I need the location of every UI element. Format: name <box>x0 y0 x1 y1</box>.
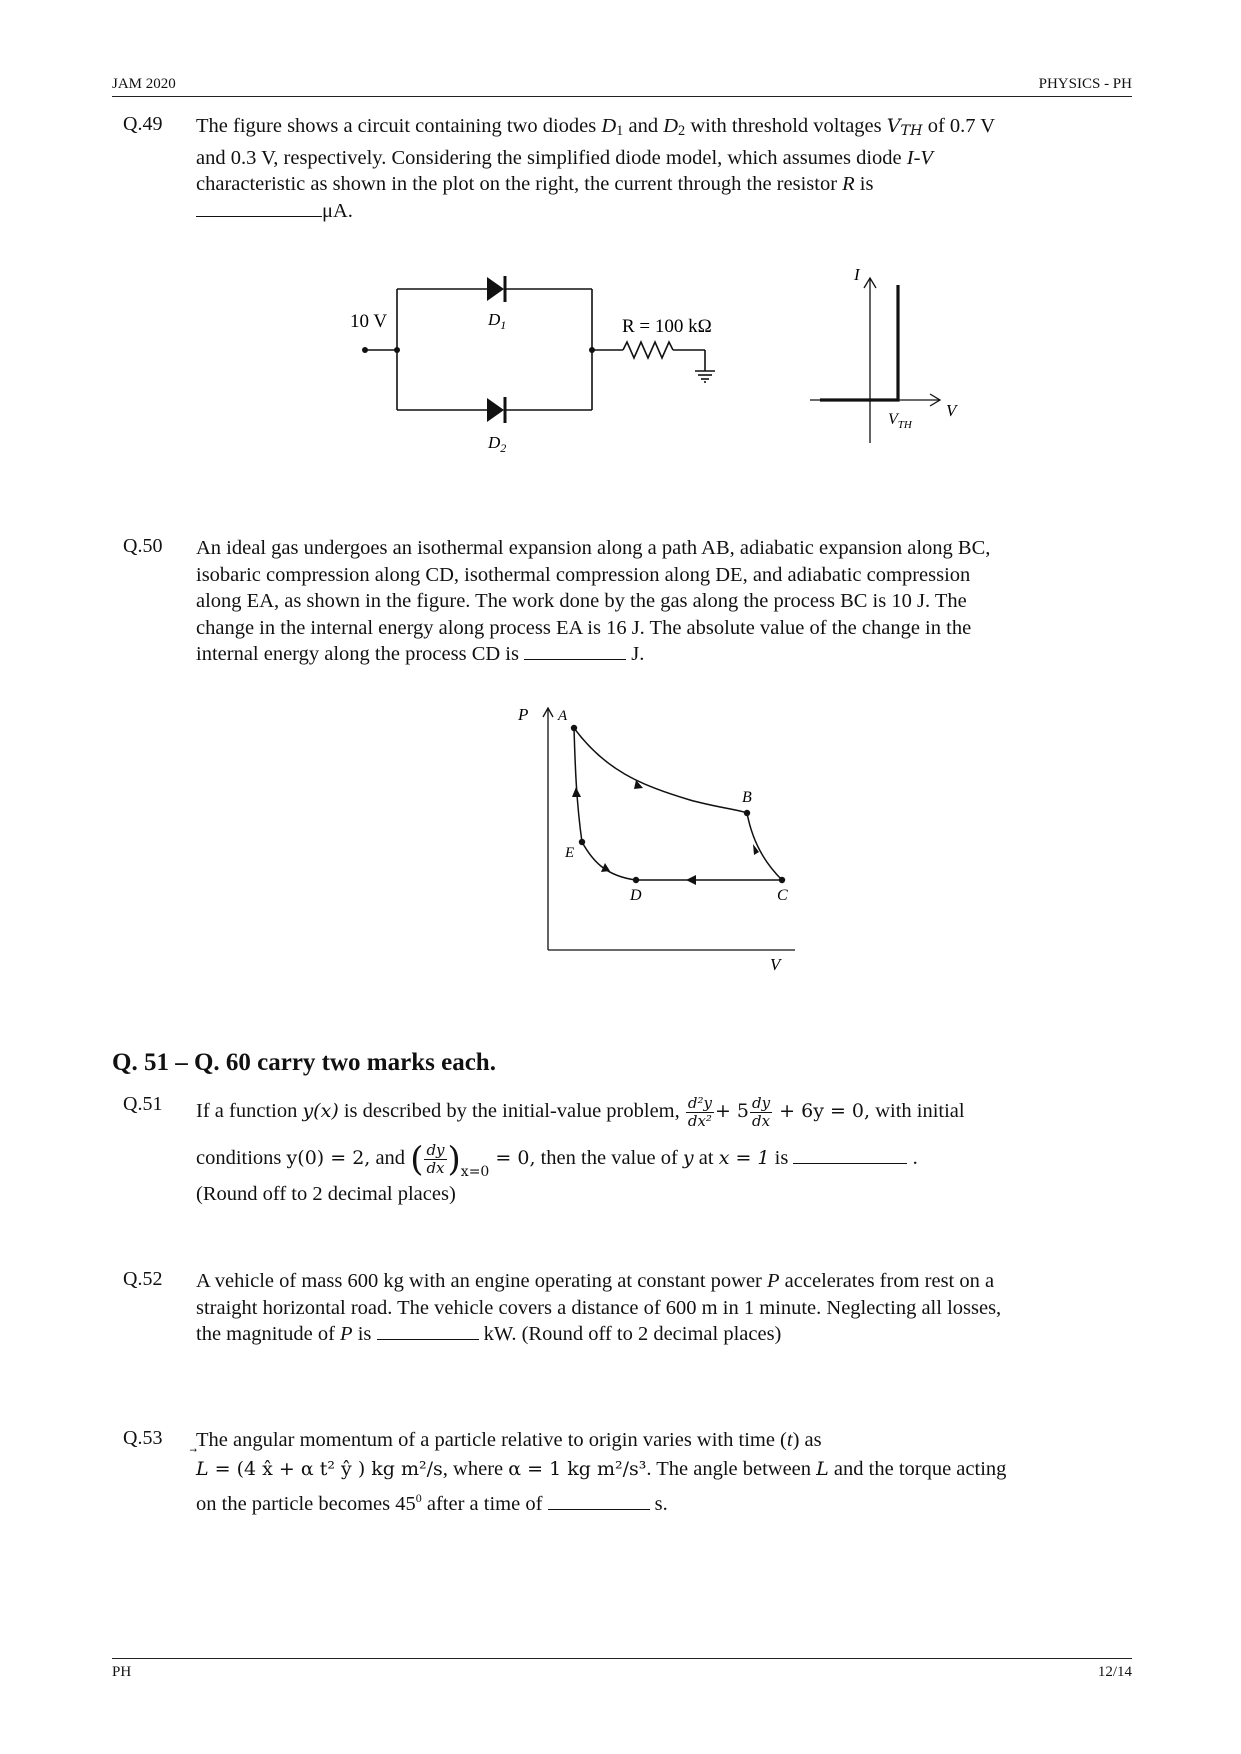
q49-number: Q.49 <box>123 113 163 135</box>
section-heading: Q. 51 – Q. 60 carry two marks each. <box>112 1049 496 1076</box>
q51-text: If a function y(x) is described by the initial-value problem, $\frac{\text{d²y}}{\text{dx²}}$ + 5 $\frac{dy}{dx}$ + 6y = 0, with initial conditions y(0) = 2, and ( $\frac{dy}{dx}$ )$_{x=0} = 0$, then the value of y at x = 1 is . (Round off to 2 decimal places) <box>196 1093 965 1205</box>
q53-answer-blank <box>548 1508 650 1510</box>
q52-text: A vehicle of mass 600 kg with an engine operating at constant power P accelerates from rest on a straight horizontal road. The vehicle covers a distance of 600 m in 1 minute. Neglecting all losses, the magnitude of P is kW. (Round off to 2 decimal places) <box>196 1270 1002 1345</box>
q51-answer-blank <box>793 1162 907 1164</box>
pv-point-e: E <box>565 845 575 861</box>
header-subject: PHYSICS - PH <box>1038 76 1132 92</box>
pv-point-c: C <box>777 887 788 904</box>
pv-point-a: A <box>558 708 568 724</box>
q52-answer-blank <box>377 1338 479 1340</box>
q53-number: Q.53 <box>123 1427 163 1449</box>
q49-text: The figure shows a circuit containing two diodes $D_1$ and $D_2$ with threshold voltages $V_{TH}$ of 0.7 V and 0.3 V, respectively. Considering the simplified diode model, which assumes diode I-V characteristic as shown in the plot on the right, the current through the resistor R is μA. <box>196 115 996 222</box>
source-voltage-label: 10 V <box>350 311 388 332</box>
diode-d2-symbol <box>487 398 504 422</box>
q52-number: Q.52 <box>123 1268 163 1290</box>
diode-d1-symbol <box>487 277 504 301</box>
q53-text: The angular momentum of a particle relative to origin varies with time (t) as L = (4 x̂ + α t² ŷ ) kg m²/s, where α = 1 kg m²/s³. The angle between L and the torque acting on the particle becomes $45^0$ after a time of s. <box>196 1429 1007 1515</box>
header-rule <box>112 96 1132 97</box>
q49-answer-blank <box>196 215 322 217</box>
iv-i-axis-label: I <box>854 265 860 284</box>
footer-page-number: 12/14 <box>1097 1664 1132 1680</box>
q51-number: Q.51 <box>123 1093 163 1115</box>
iv-vth-label: $V_{TH}$ <box>888 411 912 431</box>
header-exam-name: JAM 2020 <box>112 76 176 92</box>
d1-label: $D_1$ <box>488 310 507 332</box>
q50-pv-diagram <box>510 700 810 980</box>
q50-text: An ideal gas undergoes an isothermal expansion along a path AB, adiabatic expansion along BC, isobaric compression along CD, isothermal compression along DE, and adiabatic compression along EA, as shown in the figure. The work done by the gas along the process BC is 10 J. The change in the internal energy along process EA is 16 J. The absolute value of the change in the internal energy along the process CD is J. <box>196 537 991 665</box>
pv-point-b: B <box>742 789 752 806</box>
q50-answer-blank <box>524 658 626 660</box>
footer-paper-code: PH <box>112 1664 132 1680</box>
pv-v-axis-label: V <box>770 955 781 974</box>
d2-label: $D_2$ <box>488 433 507 455</box>
footer-rule <box>112 1658 1132 1659</box>
pv-point-d: D <box>630 887 642 904</box>
pv-p-axis-label: P <box>518 705 529 724</box>
q49-circuit-diagram <box>340 265 780 465</box>
q50-number: Q.50 <box>123 535 163 557</box>
iv-v-axis-label: V <box>946 401 957 420</box>
resistor-label: R = 100 kΩ <box>622 316 712 337</box>
q49-iv-characteristic-plot <box>800 258 980 448</box>
